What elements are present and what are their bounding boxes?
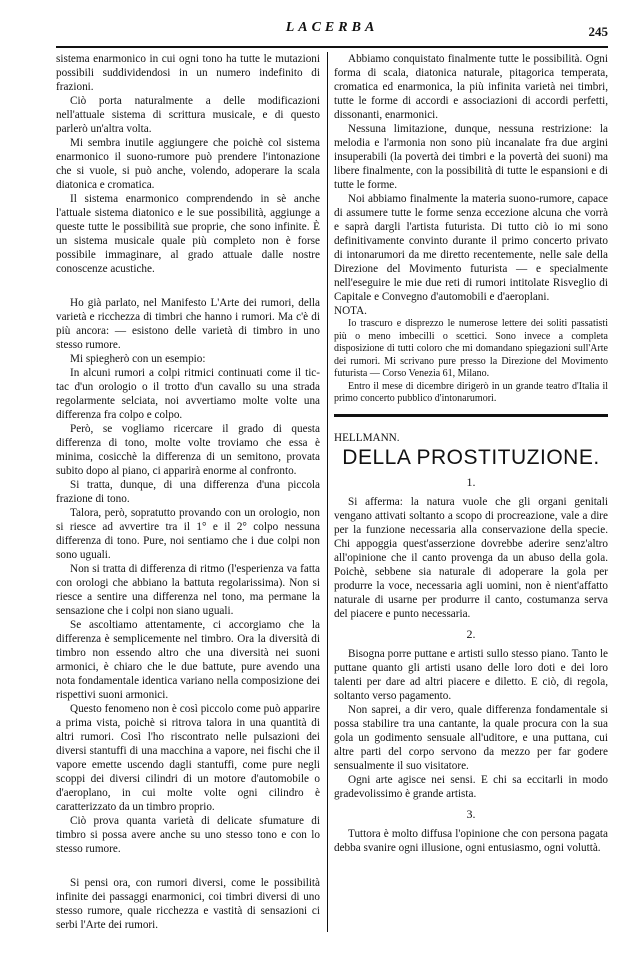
article-author: HELLMANN. xyxy=(334,431,400,444)
column-divider xyxy=(327,52,328,932)
paragraph: Non saprei, a dir vero, quale differenza fondamentale si possa stabilire tra una cantante, la quale procura con la sua gola un godimento sensuale all'uditore, e una puttana, cui altre parti del corpo servono da mezzo per far godere sensualmente il suo visitatore. xyxy=(334,703,608,772)
paragraph: Il sistema enarmonico comprendendo in sè anche l'attuale sistema diatonico e le sue possibilità, aggiunge a queste tutte le possibilità sue proprie, che sono infinite. È un sistema musicale quale più completo non è forse possibile immaginare, al grado attuale dalle nostre conoscenze acustiche. xyxy=(56,193,320,275)
note-paragraph: Io trascuro e disprezzo le numerose lettere dei soliti passatisti più o meno imbecilli o scettici. Sono invece a completa disposizione di tutti coloro che mi domandano spiegazioni sull'Arte dei rumori. Mi scrivano pure presso la Direzione del Movimento futurista — Corso Venezia 61, Milano. xyxy=(334,318,608,379)
page-number: 245 xyxy=(588,24,608,39)
paragraph: Tuttora è molto diffusa l'opinione che con persona pagata debba svanire ogni illusione, ogni entusiasmo, ogni voluttà. xyxy=(334,827,608,854)
paragraph: Nessuna limitazione, dunque, nessuna restrizione: la melodia e l'armonia non sono più incanalate fra due argini insuperabili (la povertà dei timbri e la povertà dei suoni) ma libere finalmente, con la possibilità di tutte le espansioni e di tutte le forme. xyxy=(334,123,608,191)
nota-label: NOTA. xyxy=(334,305,367,317)
paragraph: Se ascoltiamo attentamente, ci accorgiamo che la differenza è semplicemente nel timbro. Ora la diversità di timbro non essendo altro che una diversità nei suoni armonici, è chiaro che le due battute, pure avendo una nota fondamentale identica variano nella composizione dei rispettivi suoni armonici. xyxy=(56,619,320,701)
paragraph: Ogni arte agisce nei sensi. E chi sa eccitarli in modo gradevolissimo è grande artista. xyxy=(334,773,608,800)
section-number: 2. xyxy=(466,626,476,641)
paragraph: Si afferma: la natura vuole che gli organi genitali vengano attivati soltanto a scopo di procreazione, vale a dire per la funzione necessaria alla conservazione della specie. Chi appoggia quest'asserzione dovrebbe aderire senz'altro all'opinione che il canto provenga da un abuso della gola. Poichè, sebbene sia naturale di adoperare la gola per produrre la voce, necessaria agli uomini, non è nient'affatto naturale di usarne per produrre il canto, costumanza serva del piacere e punto necessaria. xyxy=(334,495,608,620)
paragraph: Talora, però, sopratutto provando con un orologio, non si riesce ad avvertire tra il 1° e il 2° colpo nessuna differenza di tono. Pure, noi sentiamo che i due colpi non sono uguali. xyxy=(56,507,320,561)
article-title: DELLA PROSTITUZIONE. xyxy=(342,445,600,469)
note-paragraph: Entro il mese di dicembre dirigerò in un grande teatro d'Italia il primo concerto pubblico d'intonarumori. xyxy=(334,380,608,404)
section-number: 1. xyxy=(466,474,476,489)
paragraph: Ho già parlato, nel Manifesto L'Arte dei rumori, della varietà e ricchezza di timbri che hanno i rumori. Ma c'è di più ancora: — esistono delle varietà di timbro in uno stesso rumore. xyxy=(56,297,320,351)
article-separator-rule xyxy=(334,414,608,417)
paragraph: sistema enarmonico in cui ogni tono ha tutte le mutazioni possibili suddividendosi in un numero indefinito di frazioni. xyxy=(56,53,320,93)
masthead: LACERBA xyxy=(285,20,379,35)
spacer xyxy=(56,856,320,876)
right-column xyxy=(334,52,608,855)
paragraph: Questo fenomeno non è così piccolo come può apparire a prima vista, poichè si ritrova talora in una quantità di altri rumori. Così l'ho riscontrato nelle pulsazioni dei diversi stantuffi di una macchina a vapore, nei fischi che il vapore emette uscendo dagli stantuffi, come pure negli scoppi dei diversi cilindri di un motore d'automobile o d'aeroplano, in cui molte volte ogni cilindro è caratterizzato da un timbro proprio. xyxy=(56,703,320,813)
paragraph: Mi spiegherò con un esempio: xyxy=(70,353,206,365)
paragraph: In alcuni rumori a colpi ritmici continuati come il tic-tac d'un orologio o il trotto d'un cavallo su una strada regolarmente selciata, noi avvertiamo molte volte una differenza fra colpo e colpo. xyxy=(56,367,320,421)
header-rule xyxy=(56,46,608,48)
section-number: 3. xyxy=(466,806,476,821)
page-header xyxy=(56,8,608,42)
paragraph: Si pensi ora, con rumori diversi, come le possibilità infinite dei passaggi enarmonici, coi timbri diversi di uno stesso rumore, quale ricchezza e vastità di sensazioni ci serbi l'Arte dei rumori. xyxy=(56,877,320,931)
spacer xyxy=(56,276,320,296)
paragraph: Però, se vogliamo ricercare il grado di questa differenza di tono, molte volte troviamo che essa è minima, cosicchè la differenza di un semitono, provata subito dopo al piano, ci apparirà enorme al confronto. xyxy=(56,423,320,477)
paragraph: Si tratta, dunque, di una differenza d'una piccola frazione di tono. xyxy=(56,479,320,505)
paragraph: Ciò prova quanta varietà di delicate sfumature di timbro si possa avere anche su uno stesso tono e con lo stesso rumore. xyxy=(56,815,320,855)
paragraph: Abbiamo conquistato finalmente tutte le possibilità. Ogni forma di scala, diatonica naturale, pitagorica temperata, cromatica ed enarmonica, la più infinita varietà nei timbri, tutte le forme di accordi e associazioni di accordi perfetti, dissonanti, enarmonici. xyxy=(334,53,608,121)
left-column xyxy=(56,52,320,932)
paragraph: Mi sembra inutile aggiungere che poichè col sistema enarmonico il suono-rumore può prendere l'intonazione che si vuole, si può anche, volendo, adoperare la scala diatonica e cromatica. xyxy=(56,137,320,191)
paragraph: Ciò porta naturalmente a delle modificazioni nell'attuale sistema di scrittura musicale, e di questo parlerò un'altra volta. xyxy=(56,95,320,135)
paragraph: Non si tratta di differenza di ritmo (l'esperienza va fatta con orologi che abbiano la battuta regolarissima). Non si riesce a sentire una differenza nel tono, ma permane la sensazione che i colpi non siano uguali. xyxy=(56,563,320,617)
paragraph: Noi abbiamo finalmente la materia suono-rumore, capace di assumere tutte le forme senza eccezione alcuna che vorrà e saprà dargli l'artista futurista. Di tutto ciò io mi sono definitivamente convinto durante il primo concerto privato di intonarumori da me diretto recentemente, nelle sale della Direzione del Movimento futurista — e specialmente nell'eseguire le mie due reti di rumori intitolate Risveglio di Capitale e Convegno d'automobili e d'aeroplani. xyxy=(334,193,608,303)
paragraph: Bisogna porre puttane e artisti sullo stesso piano. Tanto le puttane quanto gli artisti usano delle loro doti e dei loro talenti per dare ad altri piacere e diletto. E ciò, di regola, soltanto verso pagamento. xyxy=(334,647,608,702)
